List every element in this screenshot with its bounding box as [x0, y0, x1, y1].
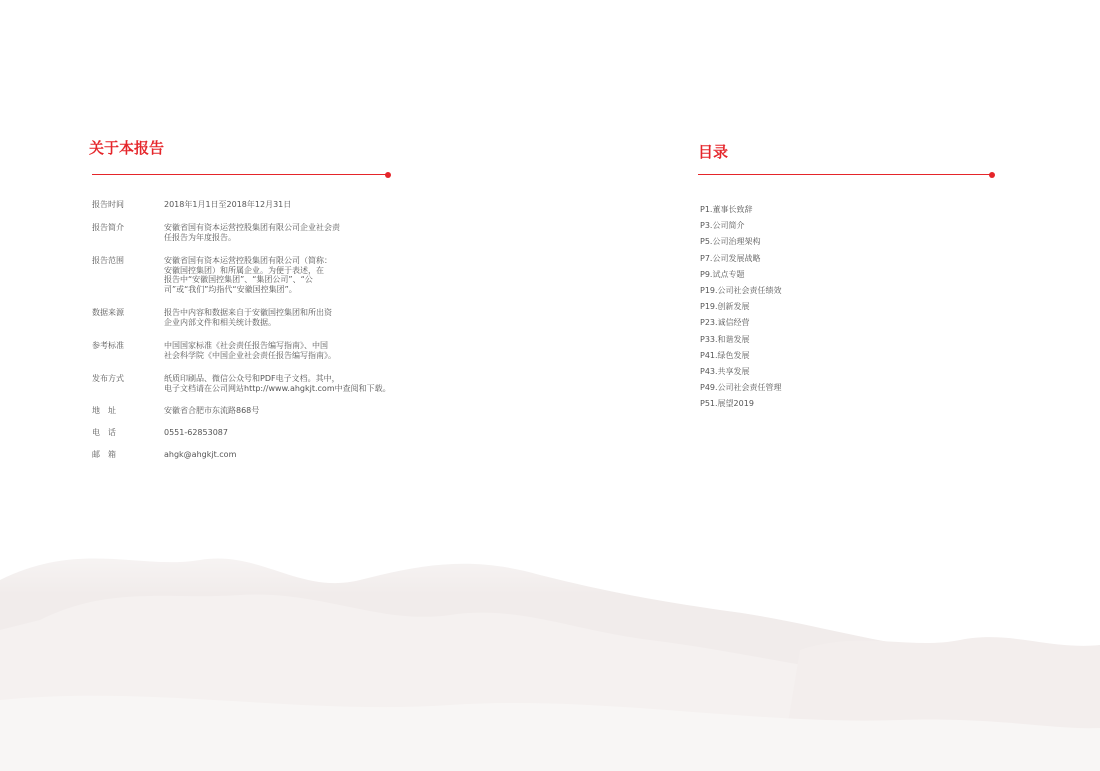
- info-label: 电 话: [92, 428, 116, 437]
- toc-item[interactable]: P9.试点专题: [700, 269, 745, 279]
- info-value: 安徽省国有资本运营控股集团有限公司企业社会责 任报告为年度报告。: [164, 223, 340, 242]
- toc-item[interactable]: P51.展望2019: [700, 399, 754, 409]
- toc-item[interactable]: P19.创新发展: [700, 302, 750, 312]
- toc-item[interactable]: P43.共享发展: [700, 367, 750, 377]
- info-label: 数据来源: [92, 308, 124, 317]
- divider-dot-icon: [989, 172, 995, 178]
- toc-item[interactable]: P1.董事长致辞: [700, 205, 753, 214]
- toc-item[interactable]: P33.和谐发展: [700, 334, 750, 344]
- toc-list: [700, 202, 782, 413]
- divider-dot-icon: [385, 172, 391, 178]
- toc-item[interactable]: P7.公司发展战略: [700, 253, 761, 263]
- mountain-landscape-background: [0, 500, 1100, 771]
- info-label: 报告时间: [92, 200, 124, 209]
- info-row-address: [92, 406, 259, 416]
- info-label: 报告简介: [92, 223, 124, 232]
- toc-item[interactable]: P23.诚信经营: [700, 318, 750, 328]
- info-row-email: [92, 450, 236, 460]
- info-row-time: [92, 200, 291, 210]
- toc-item[interactable]: P49.公司社会责任管理: [700, 383, 782, 393]
- toc-item[interactable]: P41.绿色发展: [700, 350, 750, 360]
- info-row-source: [92, 308, 332, 327]
- info-value: 安徽省合肥市东流路868号: [164, 406, 260, 415]
- about-report-title: 关于本报告: [89, 139, 165, 157]
- toc-title: 目录: [698, 143, 729, 161]
- info-row-publish: [92, 374, 391, 393]
- toc-item[interactable]: P5.公司治理架构: [700, 237, 761, 247]
- info-label: 参考标准: [92, 341, 124, 350]
- info-row-summary: [92, 223, 340, 242]
- info-value: 安徽省国有资本运营控股集团有限公司（简称： 安徽国控集团）和所属企业。为便于表述，在 报告中“安徽国控集团”、“集团公司”、“公 司”或“我们”均指代“安徽国控集团”。: [164, 256, 332, 294]
- info-value: 报告中内容和数据来自于安徽国控集团和所出资 企业内部文件和相关统计数据。: [164, 308, 332, 327]
- info-value: 2018年1月1日至2018年12月31日: [164, 200, 292, 209]
- toc-item[interactable]: P3.公司简介: [700, 221, 745, 231]
- info-value: ahgk@ahgkjt.com: [164, 450, 237, 459]
- info-value: 0551-62853087: [164, 428, 228, 437]
- info-label: 邮 箱: [92, 450, 116, 459]
- info-row-standard: [92, 341, 336, 360]
- about-title-divider: [92, 174, 388, 175]
- info-row-phone: [92, 428, 228, 438]
- info-value: 纸质印刷品、微信公众号和PDF电子文档。其中， 电子文档请在公司网站http://www.ahgkjt.com中查阅和下载。: [164, 374, 391, 393]
- toc-item[interactable]: P19.公司社会责任绩效: [700, 286, 782, 296]
- info-row-scope: [92, 256, 332, 294]
- info-label: 报告范围: [92, 256, 124, 265]
- toc-title-divider: [698, 174, 992, 175]
- info-value: 中国国家标准《社会责任报告编写指南》、中国 社会科学院《中国企业社会责任报告编写指南》。: [164, 341, 336, 360]
- info-label: 发布方式: [92, 374, 124, 383]
- info-label: 地 址: [92, 406, 116, 415]
